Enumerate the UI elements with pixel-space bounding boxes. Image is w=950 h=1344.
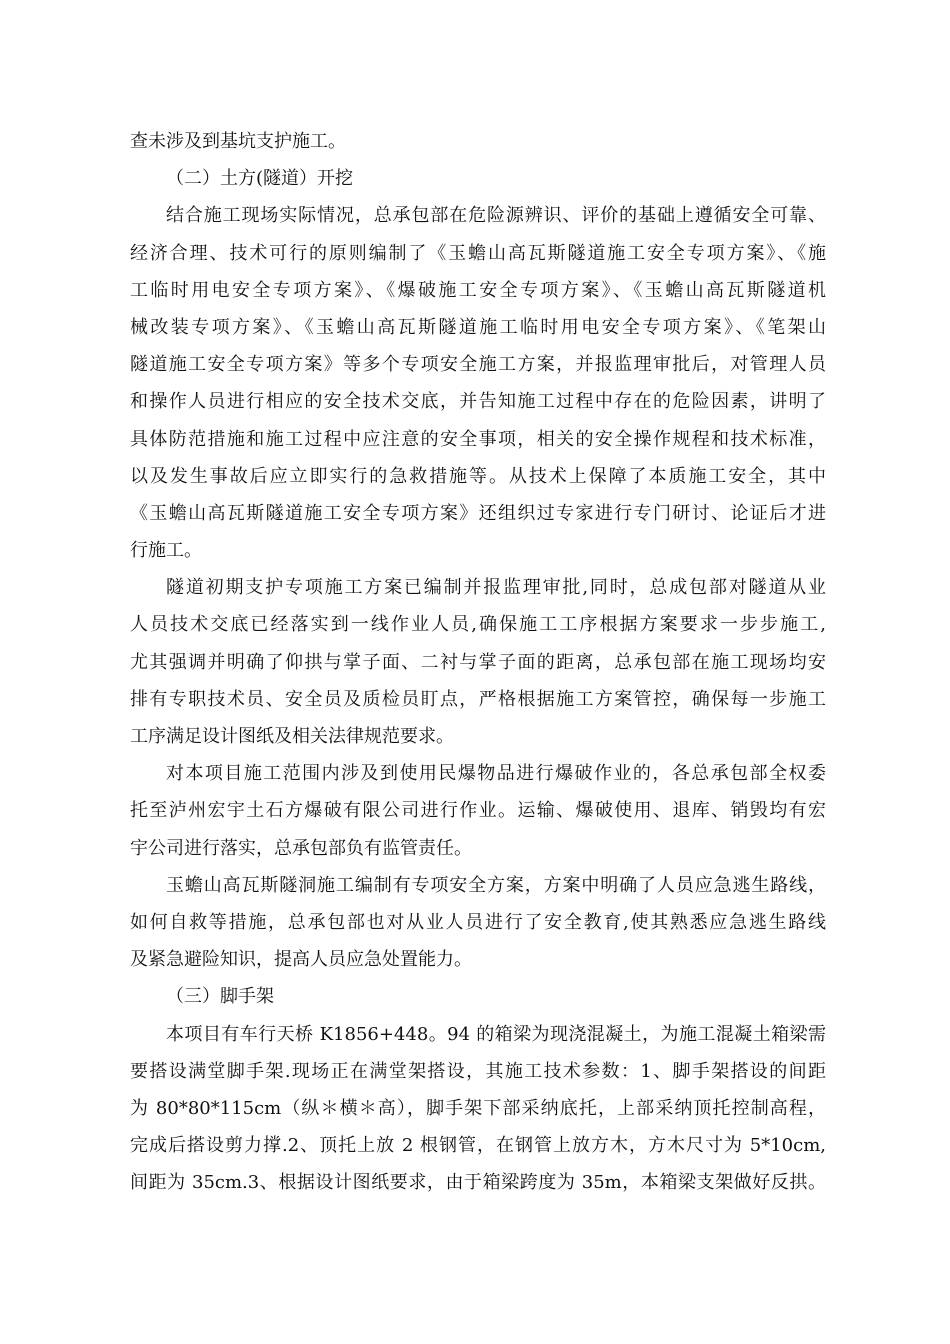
section-heading-earthwork: （二）土方(隧道）开挖 bbox=[166, 168, 354, 190]
paragraph-line: 玉蟾山高瓦斯隧洞施工编制有专项安全方案，方案中明确了人员应急逃生路线， bbox=[166, 874, 826, 896]
paragraph-line: 《玉蟾山高瓦斯隧道施工安全专项方案》还组织过专家进行专门研讨、论证后才进 bbox=[130, 502, 826, 524]
document-body bbox=[130, 123, 826, 1201]
section-heading-scaffolding: （三）脚手架 bbox=[166, 986, 274, 1008]
paragraph-line: 为 80*80*115cm（纵＊横＊高），脚手架下部采纳底托，上部采纳顶托控制高程， bbox=[130, 1097, 826, 1119]
paragraph-line: 宇公司进行落实，总承包部负有监管责任。 bbox=[130, 837, 472, 859]
paragraph-line: 间距为 35cm.3、根据设计图纸要求，由于箱梁跨度为 35m，本箱梁支架做好反拱。 bbox=[130, 1172, 826, 1194]
paragraph-line: 本项目有车行天桥 K1856+448。94 的箱梁为现浇混凝土，为施工混凝土箱梁需 bbox=[166, 1023, 826, 1045]
paragraph-line: 人员技术交底已经落实到一线作业人员,确保施工工序根据方案要求一步步施工, bbox=[130, 614, 826, 636]
paragraph-line: 经济合理、技术可行的原则编制了《玉蟾山高瓦斯隧道施工安全专项方案》、《施 bbox=[130, 242, 826, 264]
paragraph-line: 完成后搭设剪力撑.2、顶托上放 2 根钢管，在钢管上放方木，方木尺寸为 5*10cm, bbox=[130, 1135, 826, 1157]
paragraph-line: 结合施工现场实际情况，总承包部在危险源辨识、评价的基础上遵循安全可靠、 bbox=[166, 205, 826, 227]
paragraph-line: 要搭设满堂脚手架.现场正在满堂架搭设，其施工技术参数：1、脚手架搭设的间距 bbox=[130, 1060, 826, 1082]
paragraph-line: 及紧急避险知识，提高人员应急处置能力。 bbox=[130, 949, 472, 971]
paragraph-line: 托至泸州宏宇土石方爆破有限公司进行作业。运输、爆破使用、退库、销毁均有宏 bbox=[130, 800, 826, 822]
paragraph-line: 械改装专项方案》、《玉蟾山高瓦斯隧道施工临时用电安全专项方案》、《笔架山 bbox=[130, 316, 826, 338]
paragraph-line: 如何自救等措施，总承包部也对从业人员进行了安全教育,使其熟悉应急逃生路线 bbox=[130, 911, 826, 933]
paragraph-line: 工临时用电安全专项方案》、《爆破施工安全专项方案》、《玉蟾山高瓦斯隧道机 bbox=[130, 279, 826, 301]
paragraph-line: 尤其强调并明确了仰拱与掌子面、二衬与掌子面的距离，总承包部在施工现场均安 bbox=[130, 651, 826, 673]
paragraph-line: 以及发生事故后应立即实行的急救措施等。从技术上保障了本质施工安全，其中 bbox=[130, 465, 826, 487]
paragraph-line: 查未涉及到基坑支护施工。 bbox=[130, 131, 346, 152]
paragraph-line: 排有专职技术员、安全员及质检员盯点，严格根据施工方案管控，确保每一步施工 bbox=[130, 688, 826, 710]
paragraph-line: 和操作人员进行相应的安全技术交底，并告知施工过程中存在的危险因素，讲明了 bbox=[130, 391, 826, 413]
paragraph-line: 行施工。 bbox=[130, 540, 202, 562]
paragraph-line: 工序满足设计图纸及相关法律规范要求。 bbox=[130, 726, 454, 747]
paragraph-line: 具体防范措施和施工过程中应注意的安全事项，相关的安全操作规程和技术标准， bbox=[130, 428, 826, 450]
paragraph-line: 隧道初期支护专项施工方案已编制并报监理审批,同时，总成包部对隧道从业 bbox=[166, 577, 826, 599]
paragraph-line: 对本项目施工范围内涉及到使用民爆物品进行爆破作业的，各总承包部全权委 bbox=[166, 763, 826, 785]
paragraph-line: 隧道施工安全专项方案》等多个专项安全施工方案，并报监理审批后，对管理人员 bbox=[130, 354, 826, 376]
